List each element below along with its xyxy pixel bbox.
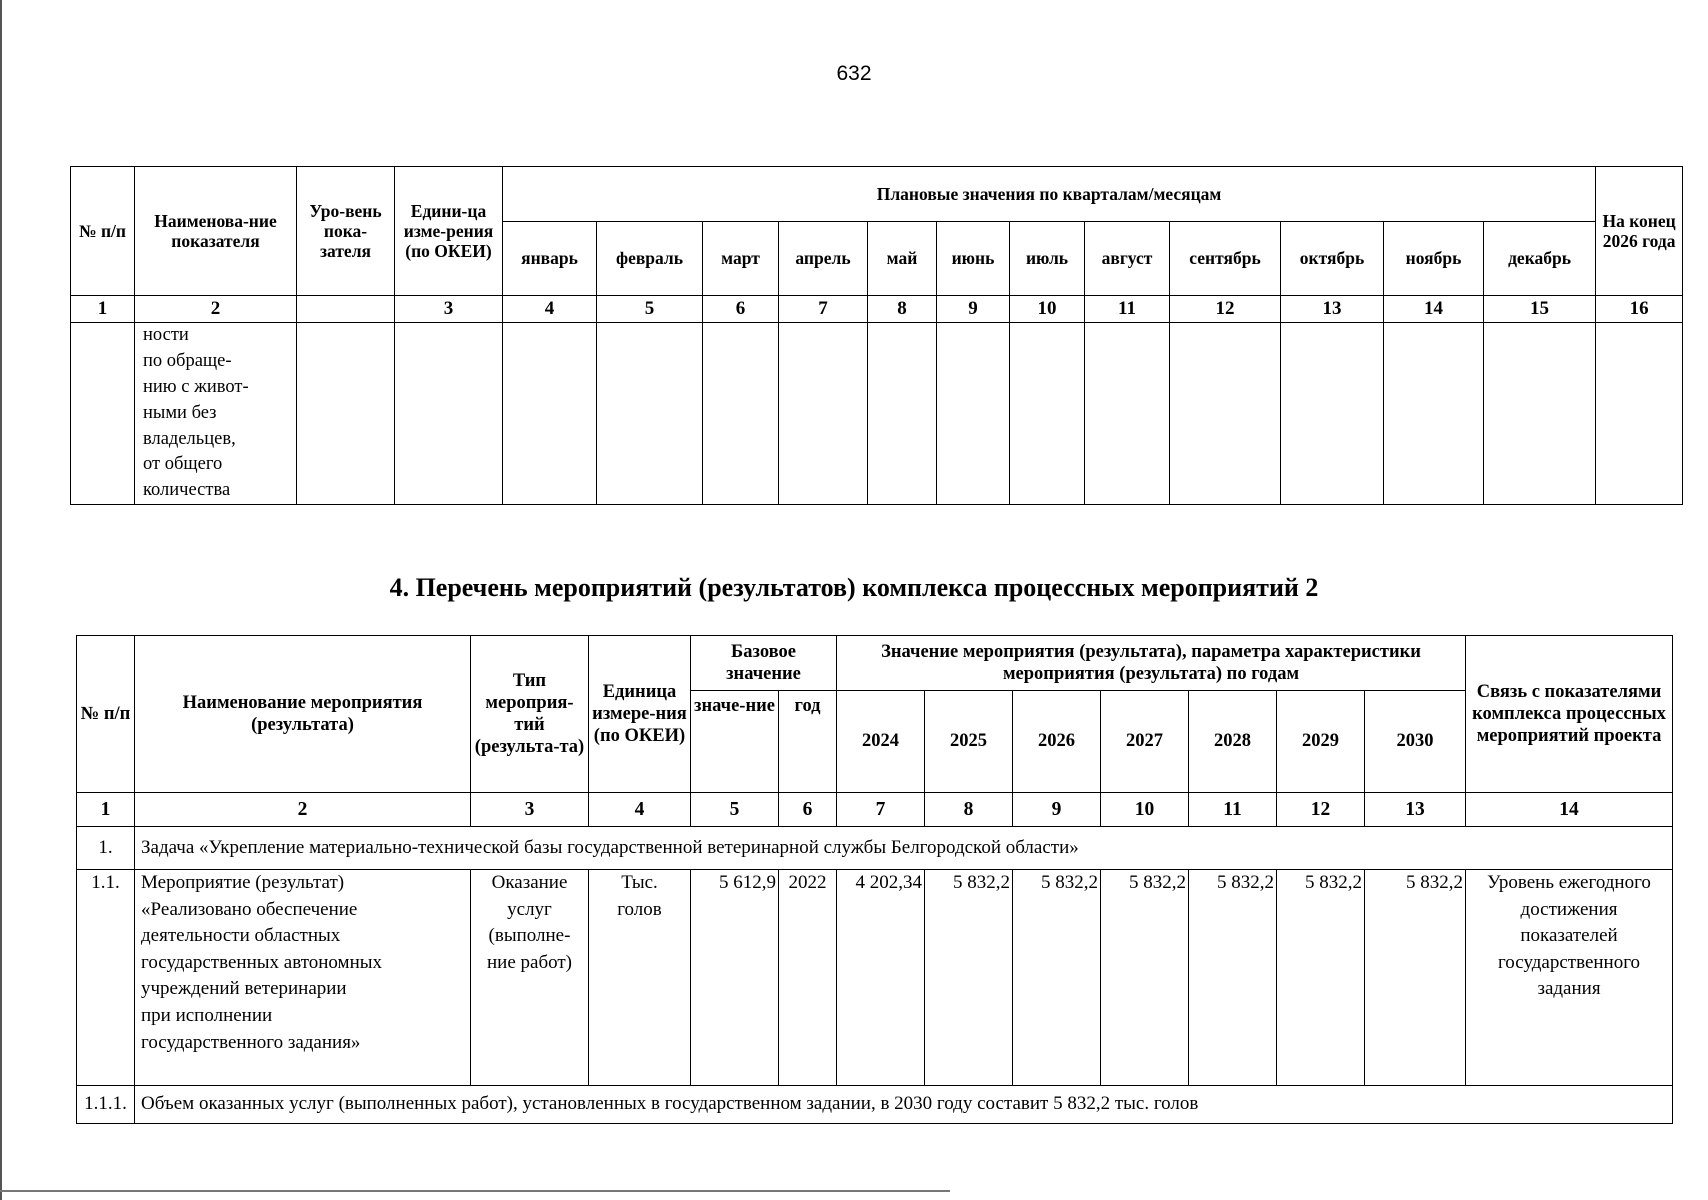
text-line: показателей <box>1520 925 1618 947</box>
activity-unit-cell <box>589 870 691 1086</box>
empty-cell <box>703 323 779 505</box>
text-line: достижения <box>1520 898 1618 920</box>
text-line: Оказание <box>491 872 568 893</box>
column-number: 11 <box>1085 296 1170 323</box>
empty-cell <box>779 323 868 505</box>
empty-cell <box>1384 323 1484 505</box>
column-number: 11 <box>1189 793 1277 827</box>
bottom-rule <box>0 1190 950 1192</box>
header-year: 2028 <box>1189 691 1277 793</box>
text-line: Тыс. <box>621 872 658 893</box>
header-no: № п/п <box>71 167 135 296</box>
text-line: ние работ) <box>487 951 572 973</box>
header-month: май <box>868 222 937 296</box>
text-line: государственного задания» <box>141 1031 361 1053</box>
empty-cell <box>1085 323 1170 505</box>
text-line: ности <box>143 325 189 345</box>
value-2027: 5 832,2 <box>1101 870 1189 1086</box>
column-number: 12 <box>1170 296 1281 323</box>
column-number: 15 <box>1484 296 1596 323</box>
column-number: 10 <box>1010 296 1085 323</box>
empty-cell <box>1010 323 1085 505</box>
column-number: 3 <box>395 296 503 323</box>
task-text: Задача «Укрепление материально-технической базы государственной ветеринарной службы Белгородской области» <box>135 827 1673 870</box>
header-year: 2026 <box>1013 691 1101 793</box>
row-no-cell <box>71 323 135 505</box>
header-base-value-year: год <box>779 691 837 793</box>
indicator-plan-table <box>70 166 1683 505</box>
column-number: 7 <box>837 793 925 827</box>
indicator-name-cell <box>135 323 297 505</box>
section-title: 4. Перечень мероприятий (результатов) комплекса процессных мероприятий 2 <box>389 573 1319 602</box>
text-line: деятельности областных <box>141 925 341 947</box>
column-number: 13 <box>1281 296 1384 323</box>
column-number: 14 <box>1466 793 1673 827</box>
header-month: ноябрь <box>1384 222 1484 296</box>
column-number: 12 <box>1277 793 1365 827</box>
value-2028: 5 832,2 <box>1189 870 1277 1086</box>
column-number-row <box>71 296 1683 323</box>
empty-cell <box>395 323 503 505</box>
header-activity-name: Наименование мероприятия (результата) <box>135 636 471 793</box>
header-indicator-name: Наименова-ние показателя <box>135 167 297 296</box>
text-line: при исполнении <box>141 1004 273 1026</box>
text-line: по обраще- <box>143 350 232 371</box>
header-month: декабрь <box>1484 222 1596 296</box>
value-2025: 5 832,2 <box>925 870 1013 1086</box>
column-number: 5 <box>597 296 703 323</box>
column-number: 16 <box>1596 296 1683 323</box>
text-line: Мероприятие (результат) <box>141 872 345 893</box>
text-line: количества <box>143 480 231 501</box>
header-month: июнь <box>937 222 1010 296</box>
column-number: 8 <box>925 793 1013 827</box>
text-line: ными без <box>143 402 217 423</box>
column-number: 3 <box>471 793 589 827</box>
column-number: 6 <box>779 793 837 827</box>
header-end-of-year: На конец 2026 года <box>1596 167 1683 296</box>
text-line: Уровень ежегодного <box>1487 872 1651 893</box>
header-year: 2027 <box>1101 691 1189 793</box>
header-month: апрель <box>779 222 868 296</box>
header-base-value-value: значе-ние <box>691 691 779 793</box>
header-link-to-indicators: Связь с показателями комплекса процессных мероприятий проекта <box>1466 636 1673 793</box>
header-month: март <box>703 222 779 296</box>
header-month: июль <box>1010 222 1085 296</box>
empty-cell <box>868 323 937 505</box>
header-year: 2024 <box>837 691 925 793</box>
column-number: 7 <box>779 296 868 323</box>
activity-no: 1.1. <box>77 870 135 1086</box>
base-value: 5 612,9 <box>691 870 779 1086</box>
link-cell <box>1466 870 1673 1086</box>
header-year: 2025 <box>925 691 1013 793</box>
activities-table <box>76 635 1673 1124</box>
column-number: 2 <box>135 296 297 323</box>
header-base-value: Базовое значение <box>691 636 837 691</box>
header-month: август <box>1085 222 1170 296</box>
column-number-row <box>77 793 1673 827</box>
table-row <box>71 323 1683 505</box>
header-values-by-year: Значение мероприятия (результата), параметра характеристики мероприятия (результата) по годам <box>837 636 1466 691</box>
header-year: 2030 <box>1365 691 1466 793</box>
text-line: услуг <box>507 898 552 920</box>
header-no: № п/п <box>77 636 135 793</box>
header-level: Уро-вень пока-зателя <box>297 167 395 296</box>
column-number: 1 <box>77 793 135 827</box>
header-month: февраль <box>597 222 703 296</box>
column-number: 6 <box>703 296 779 323</box>
sub-result-row <box>77 1086 1673 1124</box>
sub-result-text: Объем оказанных услуг (выполненных работ), установленных в государственном задании, в 2030 году составит 5 832,2 тыс. голов <box>135 1086 1673 1124</box>
page-number: 632 <box>836 62 872 85</box>
text-line: голов <box>617 898 662 920</box>
column-number: 10 <box>1101 793 1189 827</box>
column-number: 5 <box>691 793 779 827</box>
empty-cell <box>597 323 703 505</box>
text-line: задания <box>1537 978 1601 1000</box>
empty-cell <box>937 323 1010 505</box>
base-year: 2022 <box>779 870 837 1086</box>
empty-cell <box>1596 323 1683 505</box>
text-line: «Реализовано обеспечение <box>141 898 358 920</box>
column-number: 8 <box>868 296 937 323</box>
value-2026: 5 832,2 <box>1013 870 1101 1086</box>
column-number: 4 <box>589 793 691 827</box>
value-2029: 5 832,2 <box>1277 870 1365 1086</box>
task-no: 1. <box>77 827 135 870</box>
column-number: 9 <box>1013 793 1101 827</box>
empty-cell <box>503 323 597 505</box>
column-number: 4 <box>503 296 597 323</box>
column-number: 9 <box>937 296 1010 323</box>
text-line: государственного <box>1497 951 1641 973</box>
activity-name-cell <box>135 870 471 1086</box>
header-month: октябрь <box>1281 222 1384 296</box>
empty-cell <box>1484 323 1596 505</box>
empty-cell <box>297 323 395 505</box>
header-year: 2029 <box>1277 691 1365 793</box>
empty-cell <box>1281 323 1384 505</box>
column-number: 14 <box>1384 296 1484 323</box>
text-line: учреждений ветеринарии <box>141 978 347 1000</box>
activity-row <box>77 870 1673 1086</box>
value-2024: 4 202,34 <box>837 870 925 1086</box>
header-month: сентябрь <box>1170 222 1281 296</box>
column-number <box>297 296 395 323</box>
header-activity-type: Тип мероприя-тий (результа-та) <box>471 636 589 793</box>
header-plan-values: Плановые значения по кварталам/месяцам <box>503 167 1596 222</box>
text-line: нию с живот- <box>143 376 249 397</box>
value-2030: 5 832,2 <box>1365 870 1466 1086</box>
text-line: владельцев, <box>143 428 236 449</box>
text-line: от общего <box>143 454 223 475</box>
empty-cell <box>1170 323 1281 505</box>
activity-type-cell <box>471 870 589 1086</box>
header-month: январь <box>503 222 597 296</box>
text-line: (выполне- <box>488 925 571 947</box>
sub-result-no: 1.1.1. <box>77 1086 135 1124</box>
column-number: 1 <box>71 296 135 323</box>
column-number: 13 <box>1365 793 1466 827</box>
header-unit: Едини-ца изме-рения (по ОКЕИ) <box>395 167 503 296</box>
header-unit: Единица измере-ния (по ОКЕИ) <box>589 636 691 793</box>
task-row <box>77 827 1673 870</box>
column-number: 2 <box>135 793 471 827</box>
text-line: государственных автономных <box>141 951 383 973</box>
